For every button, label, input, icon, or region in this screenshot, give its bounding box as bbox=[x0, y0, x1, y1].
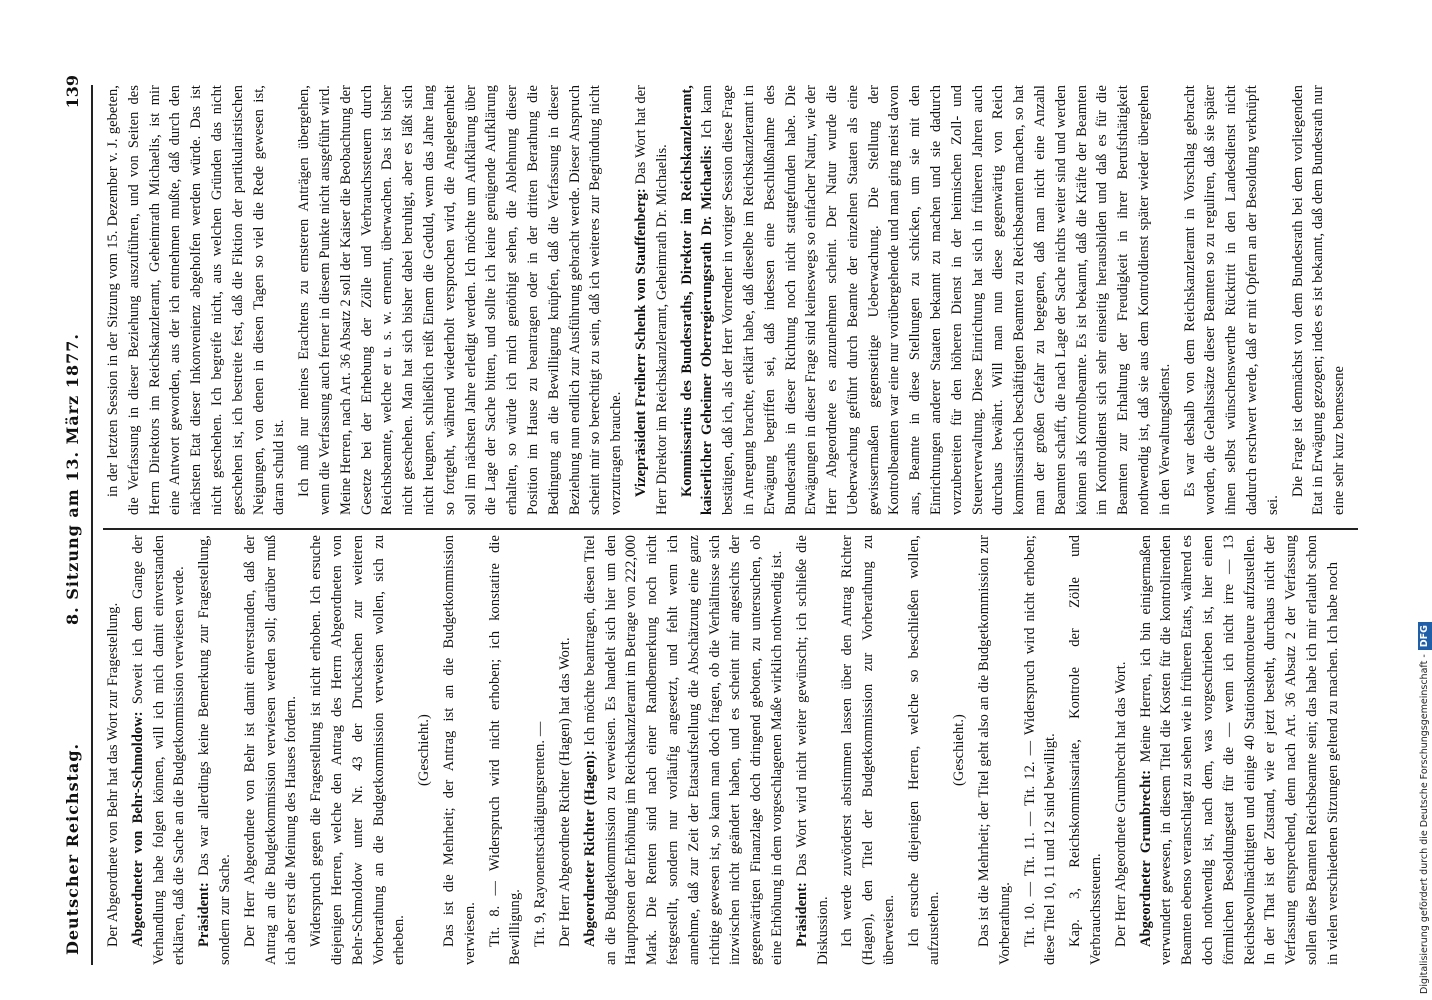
paragraph bbox=[677, 85, 1176, 515]
paragraph-text: Das ist die Mehrheit; der Titel geht also an die Budgetkommission zur Vorberathung. bbox=[976, 535, 1013, 965]
paragraph bbox=[240, 535, 302, 965]
speaker-name: Abgeordneter Grumbrecht: bbox=[1137, 769, 1154, 947]
paragraph bbox=[294, 85, 627, 515]
paragraph bbox=[1288, 85, 1350, 515]
speaker-name: Abgeordneter Richter (Hagen): bbox=[581, 750, 598, 947]
paragraph bbox=[1180, 85, 1284, 515]
column-divider bbox=[103, 528, 1358, 530]
paragraph bbox=[128, 535, 190, 965]
paragraph-text: Das war allerdings keine Bemerkung zur Fragestellung, sondern zur Sache. bbox=[196, 535, 233, 965]
speaker-name: Abgeordneter von Behr-Schmoldow: bbox=[129, 711, 146, 947]
rotated-page-content bbox=[55, 65, 1405, 985]
page-number: 139 bbox=[63, 75, 82, 109]
paragraph bbox=[103, 85, 290, 515]
paragraph bbox=[1111, 535, 1132, 965]
speaker-name: Präsident: bbox=[793, 882, 810, 947]
header-rule bbox=[91, 85, 93, 965]
paragraph-text: Tit. 9, Rayonentschädigungsrenten. — bbox=[532, 721, 549, 947]
paragraph-text: Das Wort wird nicht weiter gewünscht; ich schließe die Diskussion. bbox=[793, 535, 831, 965]
paragraph-text: (Geschieht.) bbox=[416, 714, 433, 786]
paragraph-text: Ich kann bestätigen, daß ich, als der Herr Vorredner in voriger Session diese Frage in Anregung brachte, erklärt habe, daß dieselbe im Reichskanzleramt in Erwägung begriffen sei, daß indessen eine Beschlußnahme des Bundesraths in dieser Richtung noch nicht stattgefunden habe. Die Erwägungen in dieser Frage sind keineswegs so einfacher Natur, wie der Herr Abgeordnete es anzunehmen scheint. Der Natur wurde die Ueberwachung geführt durch Beamte der einzelnen Staaten als eine gewissermaßen gegenseitige Ueberwachung. Die Stellung der Kontrolbeamten war eine nur vorübergehende und man ging meist davon aus, Beamte in diese Stellungen zu schicken, um sie mit den Einrichtungen anderer Staaten bekannt zu machen und sie dadurch vorzubereiten für den höheren Dienst in der heimischen Zoll- und Steuerverwaltung. Diese Einrichtung hat sich in früheren Jahren auch durchaus bewährt. Will man nun diese gegenwärtig von Reich kommissarisch beschäftigten Beamten zu Reichsbeamten machen, so hat man der großen Gefahr zu begegnen, daß man nicht eine Anzahl Beamten schafft, die nach Lage der Sache nichts weiter sind und werden können als Kontrolbeamte. Es ist bekannt, daß die Kräfte der Beamten im Kontroldienst sich sehr einseitig herausbilden und daß es für die Beamten zur Erhaltung der Freudigkeit in ihrer Berufsthätigkeit nothwendig ist, daß sie aus dem Kontroldienst später wieder übergehen in den Verwaltungsdienst. bbox=[699, 85, 1173, 515]
paragraph-text: Ich möchte beantragen, diesen Titel an die Budgetkommission zu verweisen. Es handelt sich hier um den Hauptposten der Erhöhung im Reichskanzleramt im Betrage von 222,000 Mark. Die Renten sind nach einer Randbemerkung noch nicht festgestellt, sondern nur vorläufig angesetzt, und fehlt wenn ich annehme, daß zur Zeit der Etatsaufstellung die Abschätzung eine ganz richtige gewesen ist, so kann man doch fragen, ob die Verhältnisse sich inzwischen nicht geändert haben, und es scheint mir angesichts der gegenwärtigen Finanzlage doch dringend geboten, zu untersuchen, ob eine Erhöhung in dem vorgeschlagenen Maße wirklich nothwendig ist. bbox=[581, 535, 785, 965]
paragraph-text: Das Wort hat der Herr Direktor im Reichskanzleramt, Geheimrath Dr. Michaelis. bbox=[632, 85, 670, 515]
paragraph bbox=[1136, 535, 1344, 965]
digitization-credit bbox=[1418, 4, 1432, 994]
paragraph-text: (Geschieht.) bbox=[951, 714, 968, 786]
stage-direction bbox=[949, 535, 970, 965]
credit-text: Digitalisierung gefördert durch die Deutsche Forschungsgemeinschaft - bbox=[1419, 654, 1430, 994]
header-title: Deutscher Reichstag. bbox=[63, 742, 82, 955]
speaker-name: Vizepräsident Freiherr Schenk von Stauffenberg: bbox=[632, 188, 649, 497]
paragraph-text: Ich muß nur meines Erachtens zu ernsteren Anträgen übergehen, wenn die Verfassung auch ferner in diesem Punkte nicht ausgeführt wird. Meine Herren, nach Art. 36 Absatz 2 soll der Kaiser die Beobachtung der Gesetze bei der Erhebung der Zölle und Verbrauchssteuern durch Reichsbeamte, welche er u. s. w. ernennt, überwachen. Das ist bisher nicht geschehen. Man hat sich bisher dabei beruhigt, aber es läßt sich nicht leugnen, schließlich reißt Einem die Geduld, wenn das Jahre lang so fortgeht, während wiederholt versprochen wird, die Angelegenheit soll im nächsten Jahre erledigt werden. Ich möchte um Aufklärung über die Lage der Sache bitten, und sollte ich keine genügende Aufklärung erhalten, so würde ich mich genöthigt sehen, die Ablehnung dieser Position im Hause zu beantragen oder in der dritten Berathung die Bedingung an die Bewilligung knüpfen, daß die Verfassung in dieser Beziehung nun endlich zur Ausführung gebracht werde. Dieser Anspruch scheint mir so berechtigt zu sein, daß ich weiteres zur Begründung nicht vorzutragen brauche. bbox=[296, 85, 625, 515]
paragraph bbox=[439, 535, 481, 965]
paragraph bbox=[837, 535, 899, 965]
paragraph-text: Der Herr Abgeordnete von Behr ist damit einverstanden, daß der Antrag an die Budgetkommission verwiesen werden soll; darüber muß ich aber erst die Meinung des Hauses fordern. bbox=[241, 535, 300, 965]
paragraph bbox=[103, 535, 124, 965]
paragraph-text: Der Abgeordnete von Behr hat das Wort zur Fragestellung. bbox=[105, 602, 121, 947]
paragraph-text: Die Frage ist demnächst von dem Bundesrath bei dem vorliegenden Etat in Erwägung gezogen; indes es ist bekannt, daß dem Bundesrath nur eine sehr kurz bemessene bbox=[1289, 85, 1348, 515]
paragraph-text: in der letzten Session in der Sitzung vom 15. Dezember v. J. gebeten, die Verfassung in dieser Beziehung auszuführen, und von Seiten des Herrn Direktors im Reichskanzleramt, Geheimrath Michaelis, ist mir eine Antwort geworden, aus der ich entnehmen mußte, daß durch den nächsten Etat dieser Inkonvenienz abgeholfen werden würde. Das ist nicht geschehen. Ich begreife nicht, aus welchen Gründen das nicht geschehen ist, ich bestreite fest, daß die Fiktion der partikularistischen Neigungen, von denen in diesen Tagen so viel die Rede gewesen ist, daran schuld ist. bbox=[105, 85, 288, 515]
paragraph-text: Meine Herren, ich bin einigermaßen verwundert gewesen, in diesem Titel die Kosten für die kontrolirenden Beamten ebenso veranschlagt zu sehen wie in früheren Etats, während es doch nothwendig ist, nach dem, was vorgeschrieben ist, hier einen förmlichen Besoldungsetat für die — wenn ich nicht irre — 13 Reichsbevollmächtigten und einige 40 Stationskontroleure aufzustellen. In der That ist der Zustand, wie er jetzt besteht, durchaus nicht der Verfassung entsprechend, denn nach Art. 36 Absatz 2 der Verfassung sollen diese Beamten Reichsbeamte sein; das habe ich mir erlaubt schon in vielen verschiedenen Sitzungen geltend zu machen. Ich habe noch bbox=[1137, 535, 1341, 965]
paragraph-text: Ich werde zuvörderst abstimmen lassen über den Antrag Richter (Hagen), den Titel der Budgetkommission zur Vorberathung zu überweisen. bbox=[839, 535, 897, 965]
paragraph-text: Der Herr Abgeordnete Grumbrecht hat das Wort. bbox=[1112, 661, 1129, 947]
dfg-logo: DFG bbox=[1418, 622, 1432, 650]
paragraph-text: Kap. 3, Reichskommissariate, Kontrole der Zölle und Verbrauchssteuern. bbox=[1067, 535, 1105, 965]
paragraph-text: Ich ersuche diejenigen Herren, welche so beschließen wollen, aufzustehen. bbox=[905, 535, 943, 965]
paragraph bbox=[904, 535, 946, 965]
right-column bbox=[103, 85, 1358, 515]
paragraph bbox=[792, 535, 834, 965]
header-session-date: 8. Sitzung am 13. März 1877. bbox=[63, 333, 82, 625]
paragraph-text: Soweit ich dem Gange der Verhandlung habe folgen können, will ich mich damit einverstanden erklären, daß die Sache an die Budgetkommission verwiesen werde. bbox=[129, 535, 188, 965]
paragraph bbox=[974, 535, 1016, 965]
paragraph bbox=[555, 535, 576, 965]
left-column bbox=[103, 535, 1358, 965]
running-header bbox=[55, 65, 95, 985]
paragraph bbox=[306, 535, 410, 965]
paragraph bbox=[631, 85, 673, 515]
paragraph bbox=[485, 535, 527, 965]
speaker-name: Präsident: bbox=[196, 882, 213, 947]
paragraph bbox=[1020, 535, 1062, 965]
stage-direction bbox=[414, 535, 435, 965]
paragraph bbox=[1065, 535, 1107, 965]
paragraph-text: Der Herr Abgeordnete Richter (Hagen) hat das Wort. bbox=[556, 637, 573, 947]
paragraph bbox=[194, 535, 236, 965]
paragraph bbox=[530, 535, 551, 965]
paragraph-text: Das ist die Mehrheit; der Antrag ist an die Budgetkommission verwiesen. bbox=[440, 535, 478, 965]
speaker-name: Kommissarius des Bundesraths, Direktor im Reichskanzleramt, kaiserlicher Geheimer Oberregierungsrath Dr. Michaelis: bbox=[678, 85, 716, 515]
paragraph-text: Es war deshalb von dem Reichskanzleramt in Vorschlag gebracht worden, die Gehaltssätze dieser Beamten so zu reguliren, daß sie später ihnen selbst wünschenswerthe Rücktritt in den Landesdienst nicht dadurch erschwert werde, daß er mit Opfern an der Besoldung verknüpft sei. bbox=[1181, 85, 1281, 515]
paragraph-text: Tit. 8. — Widerspruch wird nicht erhoben; ich konstatire die Bewilligung. bbox=[486, 535, 524, 965]
paragraph-text: Tit. 10. — Tit. 11. — Tit. 12. — Widerspruch wird nicht erhoben; diese Titel 10, 11 und 12 sind bewilligt. bbox=[1021, 535, 1059, 965]
paragraph bbox=[580, 535, 788, 965]
paragraph-text: Widerspruch gegen die Fragestellung ist nicht erhoben. Ich ersuche diejenigen Herren, welche den Antrag des Herrn Abgeordneten von Behr-Schmoldow unter Nr. 43 der Drucksachen zur weiteren Vorberathung an die Budgetkommission verweisen wollen, sich zu erheben. bbox=[308, 535, 408, 965]
